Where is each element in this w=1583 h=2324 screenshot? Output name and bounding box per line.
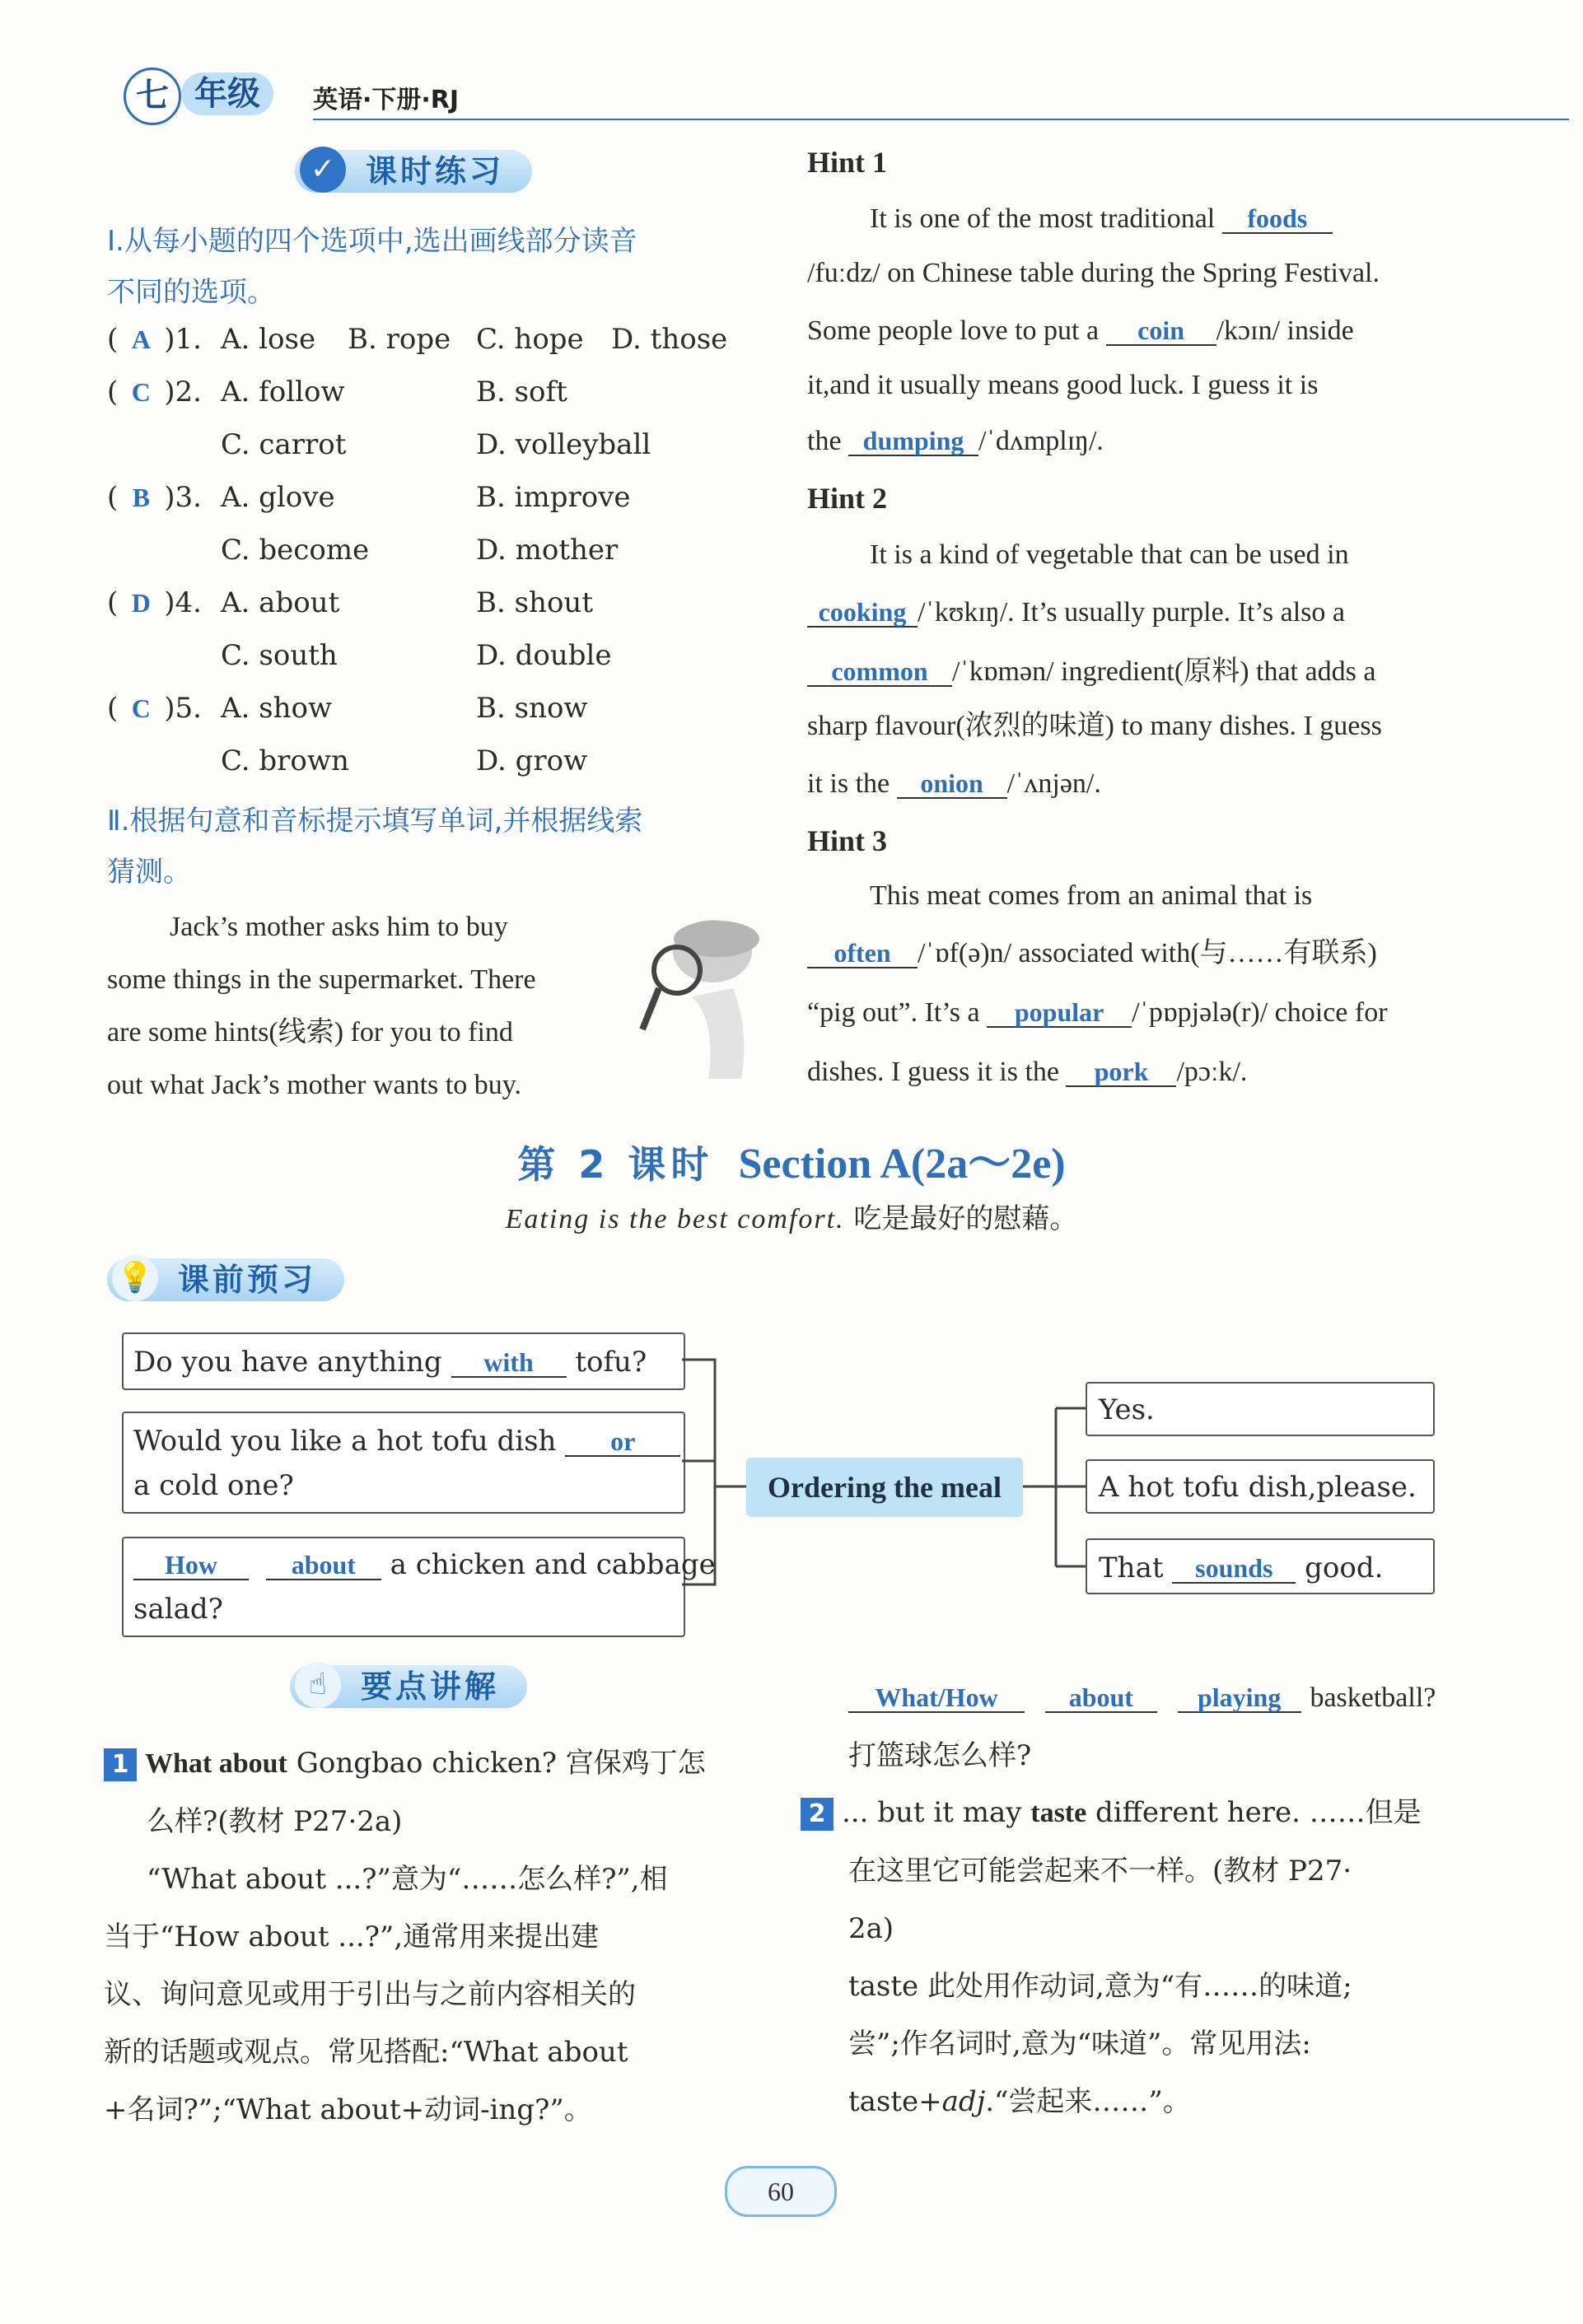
ordering-the-meal-node: Ordering the meal [746, 1458, 1023, 1517]
section-name: Section A(2a～2e) [738, 1141, 1066, 1188]
practice-title: ✓ 课时练习 [295, 150, 532, 193]
answer-popular: popular [987, 998, 1132, 1028]
keypoint-2: 2 ... but it may taste different here. ……但是 在这里它可能尝起来不一样。(教材 P27· 2a) taste 此处用作动词,意为“有……的味道; 尝”;作名词时,意为“味道”。常见用法: taste+adj.“尝起来……”。 [801, 1784, 1459, 2130]
preview-left-box-3: How about a chicken and cabbage salad? [122, 1537, 685, 1637]
answer-about: about [266, 1551, 381, 1580]
answer-with: with [451, 1348, 567, 1378]
subject-label: 英语·下册·RJ [313, 86, 460, 114]
question-1: ( A )1. [107, 323, 202, 356]
answer-how: How [133, 1551, 249, 1580]
answer-playing: playing [1178, 1683, 1301, 1713]
preview-right-box-1: Yes. [1086, 1382, 1435, 1436]
keypoint-1: 1 What about Gongbao chicken? 宫保鸡丁怎 么样?(教材 P27·2a) “What about ...?”意为“……怎么样?”,相 当于“How about ...?”,通常用来提出建 议、询问意见或用于引出与之前内容相关的 新的话题或观点。常见搭配:“What about +名词?”;“What about+动词-ing?”。 [104, 1747, 706, 2126]
answer-cooking: cooking [807, 598, 918, 628]
grade-label: 年级 [181, 72, 273, 115]
keypoint-example: What/How about playing basketball? 打篮球怎么样? [848, 1682, 1436, 1772]
keypoint-number-2: 2 [801, 1798, 834, 1831]
answer-foods: foods [1222, 204, 1333, 234]
hint3-title: Hint 3 [807, 824, 888, 857]
answer-or: or [565, 1427, 680, 1457]
answer-dumping: dumping [848, 427, 978, 456]
hint1-title: Hint 1 [807, 146, 888, 179]
answer-often: often [807, 939, 918, 968]
answer-common: common [807, 657, 952, 687]
grade-num: 七 [136, 77, 169, 114]
keypoints-title: ☝ 要点讲解 [290, 1665, 527, 1708]
part2-intro: Jack’s mother asks him to buy some things in the supermarket. There are some hints(线索) for you to find out what Jack’s mother wants to buy. [107, 912, 536, 1100]
page-number: 60 [768, 2177, 794, 2206]
preview-left-box-1: Do you have anything with tofu? [122, 1332, 685, 1390]
answer-coin: coin [1106, 316, 1216, 346]
question-3: ( B )3. [107, 481, 202, 514]
preview-right-box-3: That sounds good. [1086, 1538, 1435, 1594]
lightbulb-icon: 💡 [112, 1255, 158, 1301]
preview-left-box-2: Would you like a hot tofu dish or a cold one? [122, 1412, 685, 1514]
question-2: ( C )2. [107, 376, 202, 408]
answer-pork: pork [1066, 1057, 1176, 1087]
hint2-title: Hint 2 [807, 482, 888, 515]
motto: Eating is the best comfort. 吃是最好的慰藉。 [505, 1202, 1078, 1235]
answer-what-how: What/How [848, 1683, 1025, 1713]
answer-sounds: sounds [1172, 1554, 1296, 1584]
keypoint-number-1: 1 [104, 1748, 137, 1781]
answer-onion: onion [897, 769, 1007, 799]
page-number-cloud [725, 2166, 837, 2217]
pointer-hand-icon: ☝ [295, 1662, 341, 1708]
preview-title: 💡 课前预习 [107, 1258, 344, 1301]
preview-right-box-2: A hot tofu dish,please. [1086, 1459, 1435, 1514]
part2-heading: Ⅱ.根据句意和音标提示填写单词,并根据线索 猜测。 [107, 805, 643, 889]
question-5: ( C )5. [107, 692, 202, 725]
question-4: ( D )4. [107, 586, 202, 619]
answer-about-2: about [1045, 1683, 1157, 1713]
check-icon: ✓ [300, 147, 346, 193]
lesson-label: 第 2 课时 [517, 1142, 714, 1187]
part1-heading: Ⅰ.从每小题的四个选项中,选出画线部分读音 不同的选项。 [107, 225, 637, 309]
